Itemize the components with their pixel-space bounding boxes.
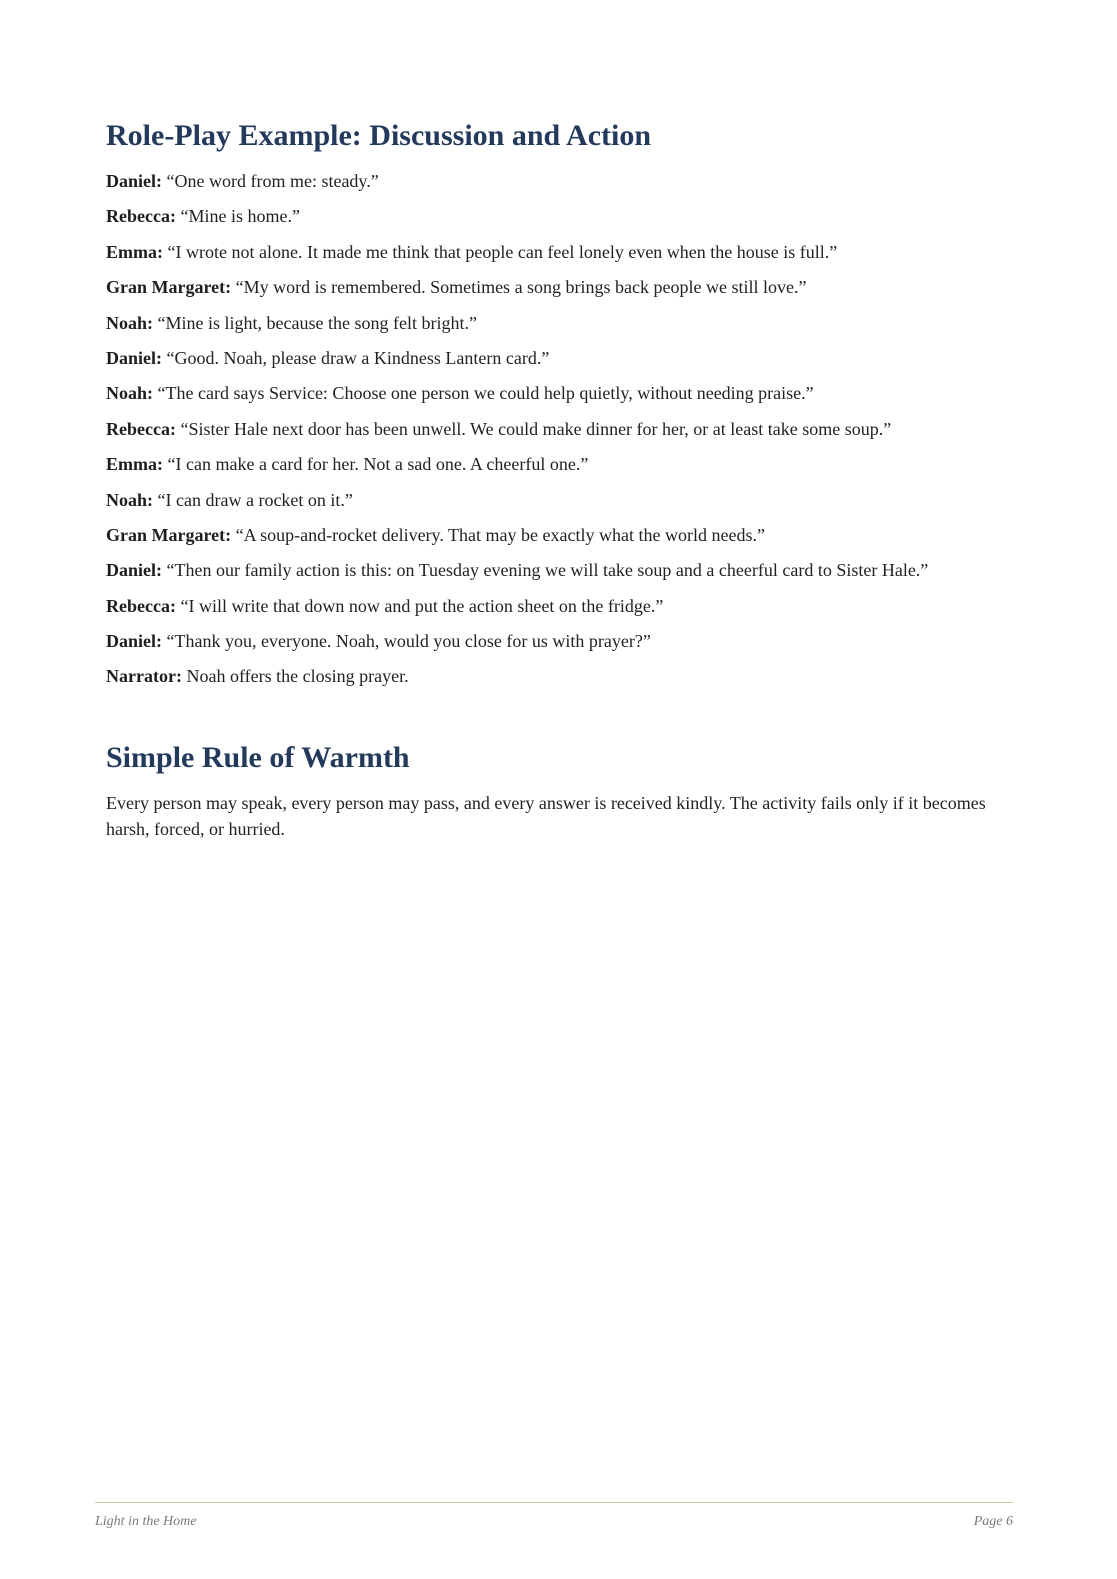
warmth-heading: Simple Rule of Warmth bbox=[106, 741, 410, 774]
speaker-name: Rebecca: bbox=[106, 418, 176, 439]
dialogue-text: “One word from me: steady.” bbox=[166, 171, 379, 191]
warmth-paragraph: Every person may speak, every person may pass, and every answer is received kindly. The activity fails only if it becomes harsh, forced, or hurried. bbox=[106, 793, 986, 839]
dialogue-text: “Good. Noah, please draw a Kindness Lantern card.” bbox=[166, 347, 550, 368]
speaker-name: Gran Margaret: bbox=[106, 277, 232, 298]
speaker-name: Daniel: bbox=[106, 171, 162, 191]
speaker-name: Noah: bbox=[106, 383, 154, 404]
dialogue-text: “Thank you, everyone. Noah, would you close for us with prayer?” bbox=[166, 631, 651, 652]
dialogue-text: “Then our family action is this: on Tuesday evening we will take soup and a cheerful card to Sister Hale.” bbox=[166, 560, 929, 581]
speaker-name: Daniel: bbox=[106, 347, 162, 368]
dialogue-list bbox=[106, 168, 1006, 699]
dialogue-line bbox=[106, 628, 1006, 654]
dialogue-line bbox=[106, 239, 1006, 265]
dialogue-text: “Sister Hale next door has been unwell. We could make dinner for her, or at least take some soup.” bbox=[180, 418, 892, 439]
dialogue-line bbox=[106, 345, 1006, 371]
footer-divider bbox=[95, 1502, 1013, 1503]
speaker-name: Rebecca: bbox=[106, 206, 176, 227]
dialogue-text: “I will write that down now and put the action sheet on the fridge.” bbox=[180, 595, 664, 616]
dialogue-line bbox=[106, 203, 1006, 229]
dialogue-line bbox=[106, 557, 1006, 583]
dialogue-text: Noah offers the closing prayer. bbox=[186, 666, 409, 687]
speaker-name: Noah: bbox=[106, 489, 154, 510]
speaker-name: Rebecca: bbox=[106, 595, 176, 616]
dialogue-line bbox=[106, 522, 1006, 548]
dialogue-line bbox=[106, 168, 1006, 194]
dialogue-text: “I can make a card for her. Not a sad one. A cheerful one.” bbox=[167, 454, 589, 475]
dialogue-text: “The card says Service: Choose one person we could help quietly, without needing praise.” bbox=[157, 383, 814, 404]
dialogue-line bbox=[106, 274, 1006, 300]
dialogue-line bbox=[106, 663, 1006, 689]
page-number: Page 6 bbox=[973, 1514, 1013, 1529]
dialogue-text: “I wrote not alone. It made me think that people can feel lonely even when the house is full.” bbox=[167, 241, 838, 262]
dialogue-text: “My word is remembered. Sometimes a song brings back people we still love.” bbox=[235, 277, 807, 298]
footer-title: Light in the Home bbox=[95, 1514, 197, 1529]
speaker-name: Narrator: bbox=[106, 666, 182, 687]
roleplay-heading: Role-Play Example: Discussion and Action bbox=[106, 119, 652, 152]
dialogue-line bbox=[106, 593, 1006, 619]
dialogue-text: “A soup-and-rocket delivery. That may be exactly what the world needs.” bbox=[235, 524, 765, 545]
dialogue-line bbox=[106, 451, 1006, 477]
dialogue-text: “Mine is home.” bbox=[180, 206, 300, 227]
speaker-name: Emma: bbox=[106, 241, 163, 262]
speaker-name: Daniel: bbox=[106, 631, 162, 652]
speaker-name: Emma: bbox=[106, 454, 163, 475]
dialogue-text: “Mine is light, because the song felt bright.” bbox=[157, 312, 477, 333]
speaker-name: Noah: bbox=[106, 312, 154, 333]
speaker-name: Daniel: bbox=[106, 560, 162, 581]
dialogue-line bbox=[106, 310, 1006, 336]
dialogue-line bbox=[106, 416, 1006, 442]
dialogue-line bbox=[106, 380, 1006, 406]
dialogue-text: “I can draw a rocket on it.” bbox=[157, 489, 353, 510]
dialogue-line bbox=[106, 487, 1006, 513]
speaker-name: Gran Margaret: bbox=[106, 524, 232, 545]
